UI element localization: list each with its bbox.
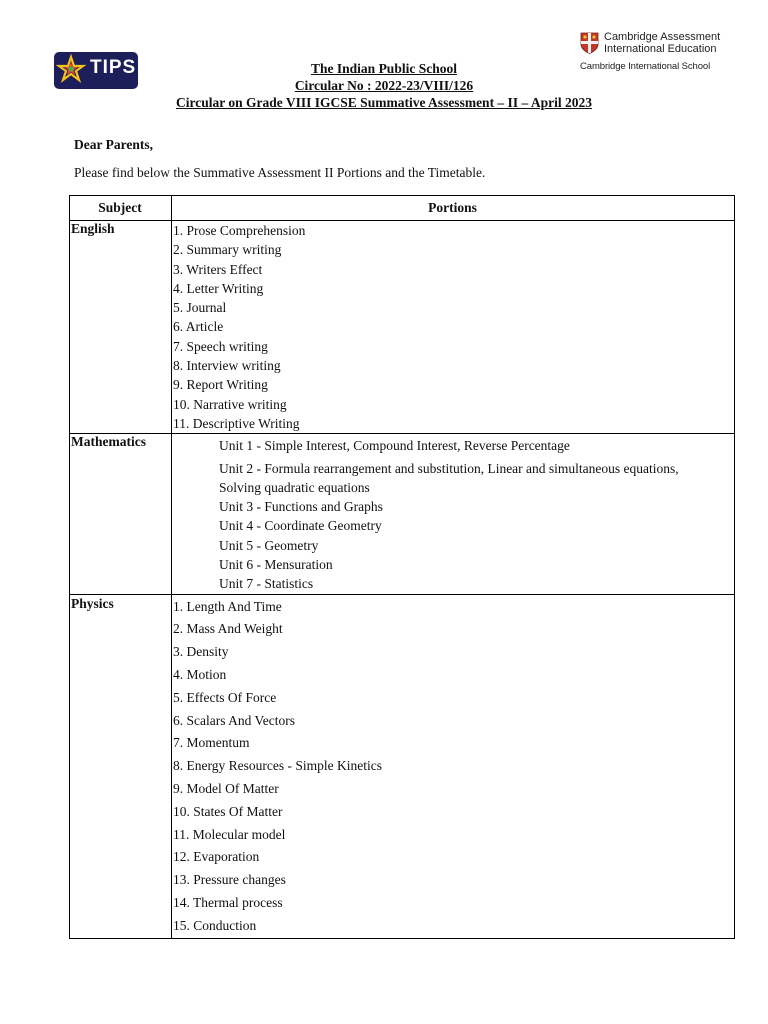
- list-item: 1. Prose Comprehension: [173, 223, 306, 238]
- list-item: 9. Model Of Matter: [173, 781, 279, 797]
- list-item: 11. Descriptive Writing: [173, 415, 300, 431]
- table-row: [70, 594, 735, 938]
- list-item: 3. Writers Effect: [173, 261, 263, 277]
- circular-title: Circular on Grade VIII IGCSE Summative Assessment – II – April 2023: [176, 95, 592, 110]
- list-item: 3. Density: [173, 644, 229, 660]
- list-item: 8. Energy Resources - Simple Kinetics: [173, 758, 382, 774]
- list-item: Unit 5 - Geometry: [219, 537, 319, 553]
- list-item: 4. Letter Writing: [173, 280, 264, 296]
- list-item: Unit 6 - Mensuration: [219, 557, 333, 573]
- circular-number: Circular No : 2022-23/VIII/126: [294, 78, 474, 93]
- list-item: 11. Molecular model: [173, 826, 286, 842]
- subject-mathematics: Mathematics: [70, 434, 172, 594]
- list-item: 14. Thermal process: [173, 895, 283, 910]
- list-item: 5. Journal: [173, 300, 227, 316]
- list-item: 2. Summary writing: [173, 242, 282, 258]
- mathematics-portions: [172, 434, 735, 594]
- salutation: Dear Parents,: [74, 137, 153, 152]
- list-item: 10. Narrative writing: [173, 396, 287, 412]
- list-item: 8. Interview writing: [173, 358, 281, 374]
- list-item: Solving quadratic equations: [219, 479, 370, 495]
- intro-text: Please find below the Summative Assessment II Portions and the Timetable.: [74, 165, 486, 180]
- school-name: The Indian Public School: [311, 61, 457, 76]
- subject-physics: Physics: [70, 594, 172, 938]
- list-item: 13. Pressure changes: [173, 872, 286, 888]
- cambridge-shield-icon: [580, 32, 599, 54]
- tips-logo-text: TIPS: [90, 57, 137, 78]
- list-item: Unit 7 - Statistics: [219, 576, 314, 592]
- subject-english: English: [70, 221, 172, 434]
- english-portions: [172, 221, 735, 434]
- list-item: 15. Conduction: [173, 917, 257, 933]
- physics-portions: [172, 594, 735, 938]
- cambridge-school-label: Cambridge International School: [580, 61, 711, 72]
- cambridge-logo-line2: International Education: [604, 43, 717, 55]
- list-item: 10. States Of Matter: [173, 803, 283, 819]
- subject-column-header: Subject: [70, 196, 172, 221]
- table-row: [70, 221, 735, 434]
- list-item: 6. Article: [173, 319, 224, 335]
- table-row: [70, 434, 735, 594]
- list-item: 12. Evaporation: [173, 849, 260, 865]
- list-item: Unit 1 - Simple Interest, Compound Interest, Reverse Percentage: [219, 438, 570, 454]
- list-item: 6. Scalars And Vectors: [173, 712, 295, 728]
- list-item: Unit 4 - Coordinate Geometry: [219, 518, 382, 534]
- list-item: 1. Length And Time: [173, 598, 282, 614]
- list-item: 4. Motion: [173, 667, 227, 683]
- list-item: 5. Effects Of Force: [173, 689, 277, 705]
- list-item: Unit 2 - Formula rearrangement and substitution, Linear and simultaneous equations,: [219, 460, 679, 476]
- list-item: 7. Speech writing: [173, 338, 268, 354]
- list-item: 2. Mass And Weight: [173, 621, 283, 637]
- portions-column-header: Portions: [172, 196, 735, 221]
- list-item: 9. Report Writing: [173, 377, 268, 393]
- list-item: 7. Momentum: [173, 735, 250, 751]
- portions-table: [69, 195, 735, 939]
- cambridge-logo-line1: Cambridge Assessment: [604, 31, 721, 43]
- list-item: Unit 3 - Functions and Graphs: [219, 499, 383, 515]
- table-header-row: [70, 196, 735, 221]
